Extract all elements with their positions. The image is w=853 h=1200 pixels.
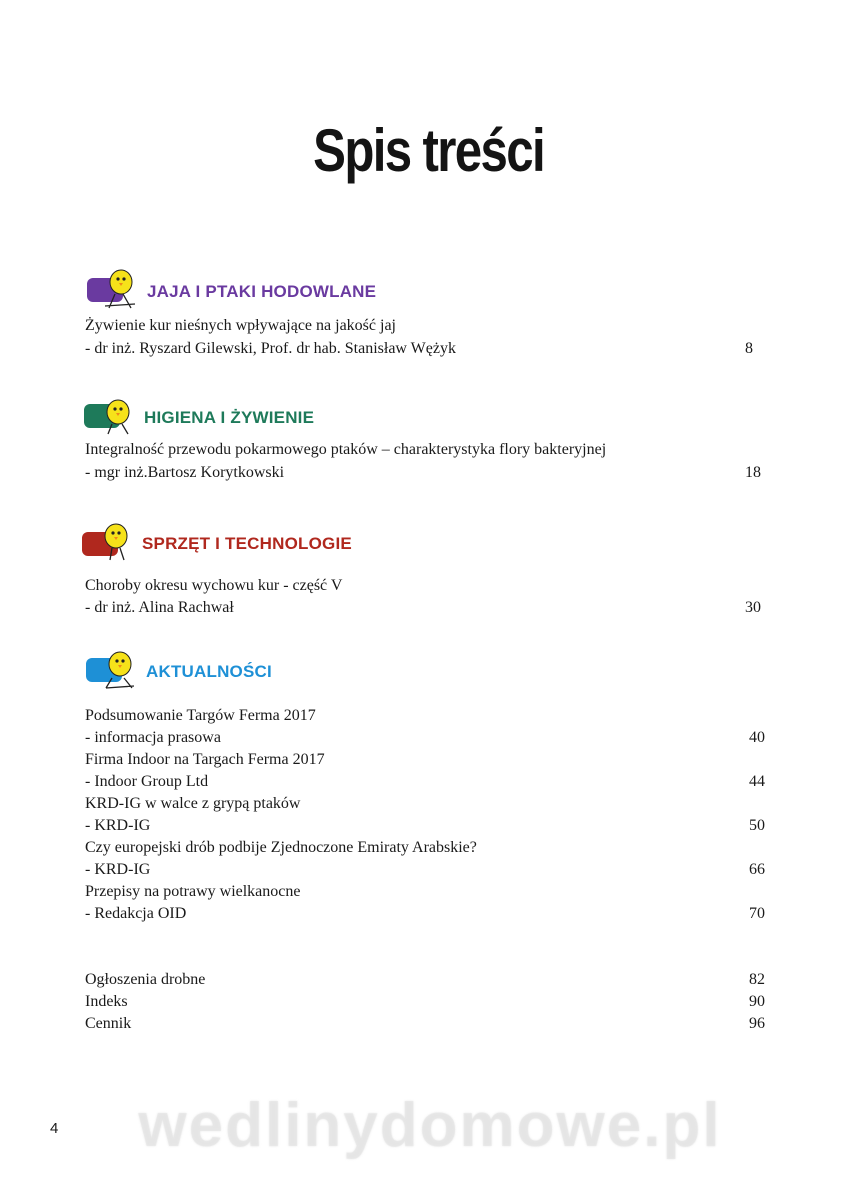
entry-text: Czy europejski drób podbije Zjednoczone Emiraty Arabskie? — [85, 839, 477, 856]
toc-entry[interactable] — [85, 727, 765, 749]
section-header-higiena — [84, 394, 484, 444]
section-title: SPRZĘT I TECHNOLOGIE — [142, 534, 352, 553]
entry-text: Podsumowanie Targów Ferma 2017 — [85, 707, 316, 724]
watermark: wedlinydomowe.pl — [138, 1091, 722, 1160]
entry-text: Ogłoszenia drobne — [85, 971, 206, 988]
toc-entry-indeks[interactable] — [85, 991, 765, 1013]
entry-author: - KRD-IG — [85, 861, 151, 878]
entry-author: - Indoor Group Ltd — [85, 773, 209, 790]
toc-entry[interactable] — [85, 859, 765, 881]
entry-author: - KRD-IG — [85, 817, 151, 834]
section-title: AKTUALNOŚCI — [146, 662, 272, 681]
toc-entry-cennik[interactable] — [85, 1013, 765, 1035]
entry-text: Choroby okresu wychowu kur - część V — [85, 577, 343, 594]
entry-page: 44 — [749, 773, 765, 790]
section-title: JAJA I PTAKI HODOWLANE — [147, 282, 377, 301]
entry-author: - informacja prasowa — [85, 729, 221, 746]
entry-page: 40 — [749, 729, 765, 746]
entry-page: 96 — [749, 1015, 765, 1032]
toc-entry[interactable] — [85, 903, 765, 925]
entry-author: - mgr inż.Bartosz Korytkowski — [85, 464, 285, 481]
entry-text: Indeks — [85, 993, 128, 1010]
chick-icon — [101, 268, 137, 310]
entry-page: 66 — [749, 861, 765, 878]
entry-page: 8 — [745, 340, 753, 357]
toc-entry[interactable] — [85, 315, 765, 337]
toc-entry[interactable] — [85, 749, 765, 771]
entry-text: Przepisy na potrawy wielkanocne — [85, 883, 301, 900]
toc-entry[interactable] — [85, 439, 765, 461]
entry-text: Cennik — [85, 1015, 132, 1032]
toc-entry-ogloszenia[interactable] — [85, 969, 765, 991]
entry-page: 50 — [749, 817, 765, 834]
entry-text: Firma Indoor na Targach Ferma 2017 — [85, 751, 325, 768]
entry-author: - dr inż. Ryszard Gilewski, Prof. dr hab. Stanisław Wężyk — [85, 340, 456, 357]
entry-author: - Redakcja OID — [85, 905, 187, 922]
entry-page: 70 — [749, 905, 765, 922]
toc-entry[interactable] — [85, 575, 765, 597]
entry-page: 90 — [749, 993, 765, 1010]
entry-text: KRD-IG w walce z grypą ptaków — [85, 795, 301, 812]
chick-icon — [98, 394, 134, 436]
toc-entry[interactable] — [85, 462, 765, 484]
entry-author: - dr inż. Alina Rachwał — [85, 599, 234, 616]
page-title: Spis treści — [313, 117, 544, 184]
chick-icon — [100, 648, 136, 690]
section-title: HIGIENA I ŻYWIENIE — [144, 408, 315, 427]
entry-text: Żywienie kur nieśnych wpływające na jakość jaj — [85, 317, 396, 334]
toc-entry[interactable] — [85, 837, 765, 859]
entry-text: Integralność przewodu pokarmowego ptaków – charakterystyka flory bakteryjnej — [85, 441, 607, 458]
page-number: 4 — [50, 1120, 59, 1137]
toc-entry[interactable] — [85, 705, 765, 727]
entry-page: 18 — [745, 464, 761, 481]
entry-page: 30 — [745, 599, 761, 616]
toc-entry[interactable] — [85, 793, 765, 815]
entry-page: 82 — [749, 971, 765, 988]
toc-entry[interactable] — [85, 771, 765, 793]
toc-entry[interactable] — [85, 338, 765, 360]
chick-icon — [96, 520, 132, 562]
toc-entry[interactable] — [85, 597, 765, 619]
section-header-sprzet — [82, 520, 482, 570]
section-header-jaja — [87, 268, 487, 318]
section-header-aktualnosci — [86, 648, 486, 698]
toc-entry[interactable] — [85, 815, 765, 837]
toc-entry[interactable] — [85, 881, 765, 903]
